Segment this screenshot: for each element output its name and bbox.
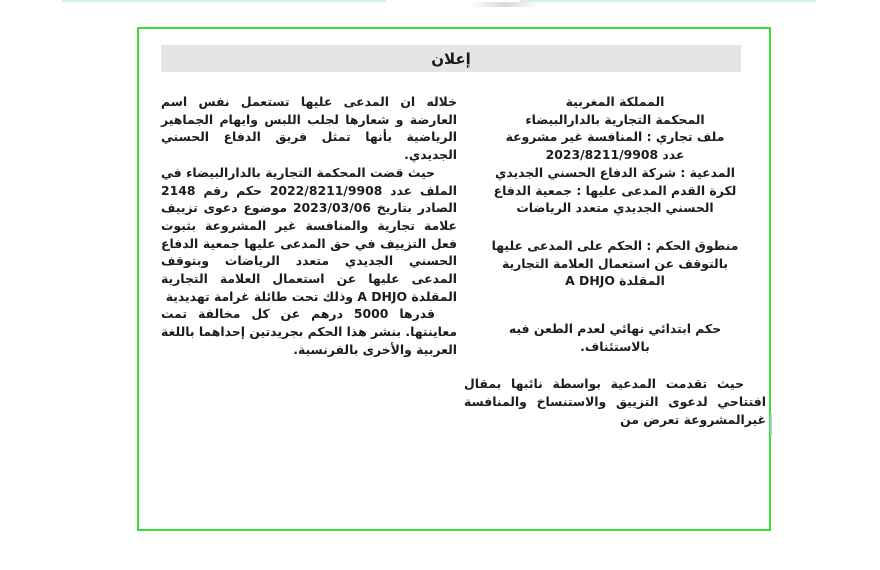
fine-and-publication-paragraph: قدرها 5000 درهم عن كل مخالفة تمت معاينتها. بنشر هذا الحكم بجريدتين إحداهما باللغة العربية والأخرى بالفرنسية. (161, 306, 457, 357)
kingdom-line: المملكة المغربية (565, 94, 665, 109)
notice-column-first (464, 93, 766, 429)
spacer (464, 355, 766, 375)
claim-continuation-paragraph: خلاله ان المدعى عليها تستعمل نفس اسم العارضة و شعارها لجلب اللبس وايهام الجماهير الرياضية بأنها تمثل فريق الدفاع الحسني الجديدي. (161, 94, 457, 163)
spacer (464, 217, 766, 237)
claim-paragraph: حيث تقدمت المدعية بواسطة نائبها بمقال افتتاحي لدعوى التزييق والاستنساخ والمنافسة غيرالمشروعة تعرض من (464, 376, 766, 427)
defendant-line-cont: الحسني الجديدي متعدد الرياضات (516, 200, 714, 216)
case-number-line: عدد 2023/8211/9908 (545, 147, 685, 163)
court-header (464, 93, 766, 164)
notice-column-second (161, 93, 457, 359)
judgment-paragraph: حيث قضت المحكمة التجارية بالدارالبيضاء في الملف عدد 2022/8211/9908 حكم رقم 2148 الصادر بتاريخ 2023/03/06 موضوع دعوى تزييف علامة تجارية والمنافسة غير المشروعة بثبوت فعل التزييف في حق المدعى عليها جمعية الدفاع الحسني الجديدي متعدد الرياضات وبتوقف المدعى عليها عن استعمال العلامة التجارية المقلدة A DHJO وذلك تحت طائلة غرامة تهديدية (161, 164, 457, 304)
notice-title: إعلان (431, 49, 471, 68)
case-type-line: ملف تجاري : المنافسة غير مشروعة (505, 129, 725, 145)
previous-content-shadow (470, 2, 540, 7)
notice-header-bar (161, 45, 741, 72)
parties-block (464, 164, 766, 217)
ruling-block (464, 237, 766, 290)
defendant-line: لكرة القدم المدعى عليها : جمعية الدفاع (493, 182, 737, 198)
legal-notice-frame (137, 27, 771, 531)
margin-marker (770, 414, 772, 436)
plaintiff-line: المدعية : شركة الدفاع الحسني الجديدي (494, 164, 735, 180)
previous-content-edge (62, 0, 386, 2)
finality-block (464, 320, 766, 355)
finality-line: بالاستئناف. (580, 338, 650, 354)
ruling-line: المقلدة A DHJO (565, 273, 665, 289)
ruling-line: بالتوقف عن استعمال العلامة التجارية (501, 255, 729, 271)
ruling-line: منطوق الحكم : الحكم على المدعى عليها (491, 237, 739, 253)
spacer (464, 290, 766, 320)
court-name-line: المحكمة التجارية بالدارالبيضاء (525, 111, 705, 127)
finality-line: حكم ابتدائي نهائي لعدم الطعن فيه (508, 321, 722, 337)
previous-content-edge (520, 0, 816, 2)
